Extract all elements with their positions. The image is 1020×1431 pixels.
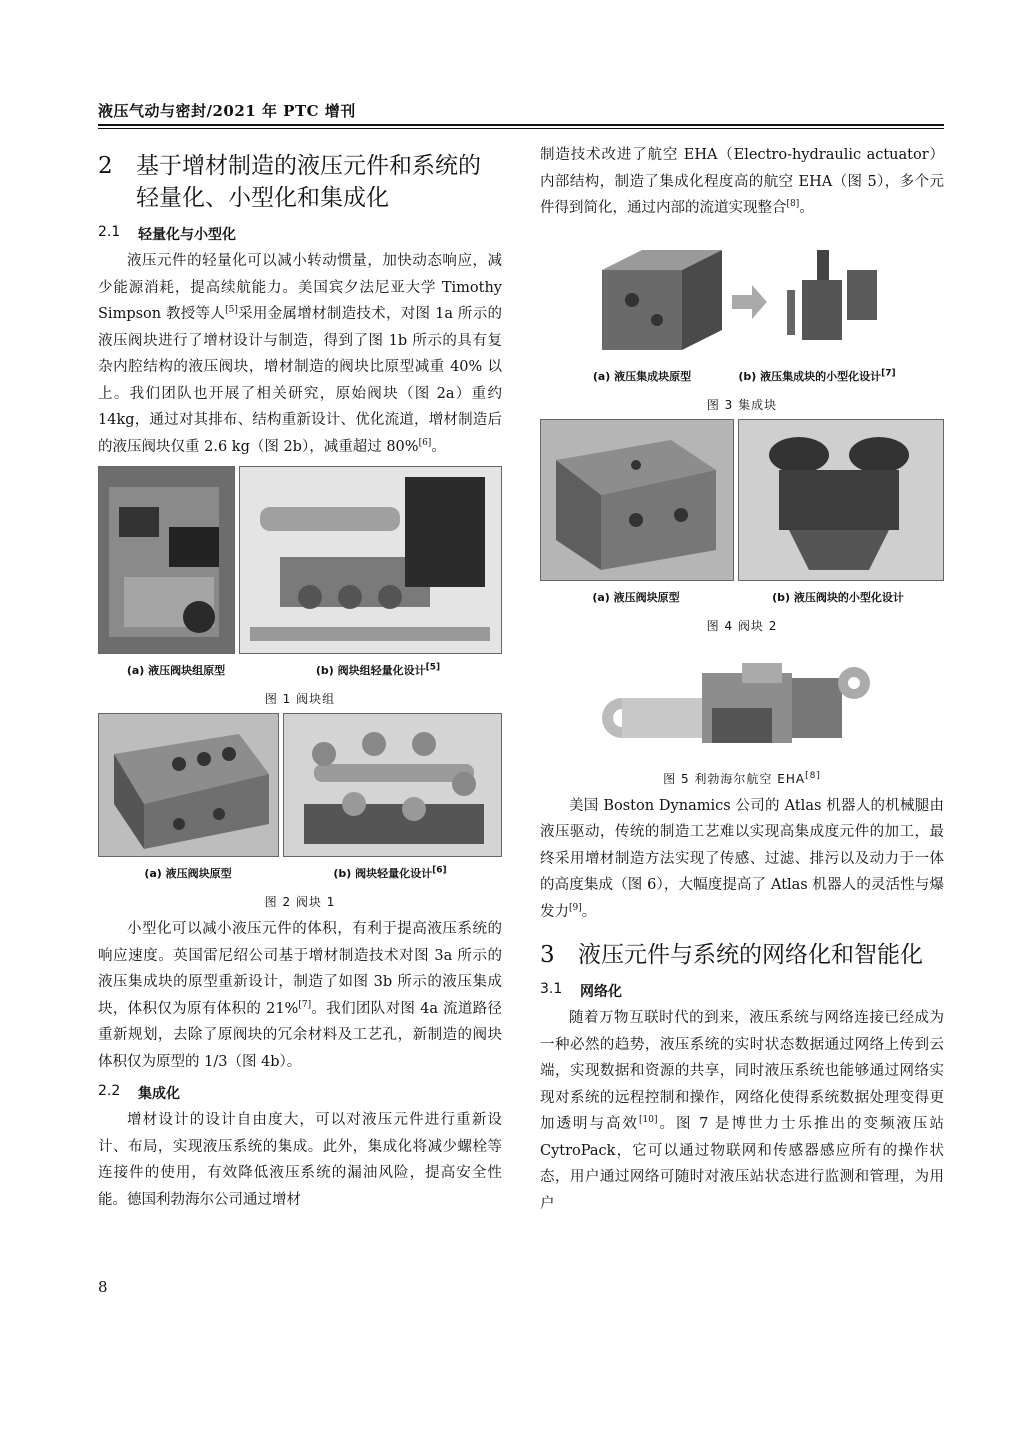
figure-1 (98, 466, 502, 707)
figure-1b-photo (239, 466, 502, 654)
section-number: 3 (540, 942, 555, 968)
citation: [6] (432, 865, 447, 876)
section-title: 网络化 (580, 984, 622, 1000)
section-2-heading (98, 150, 502, 214)
section-number: 2 (98, 153, 113, 179)
figure-4a-photo (540, 419, 734, 581)
section-2-2-heading (98, 1083, 502, 1103)
citation: [10] (639, 1115, 658, 1126)
left-column (98, 140, 502, 1213)
section-title: 液压元件与系统的网络化和智能化 (578, 942, 923, 968)
figure-3-render (592, 240, 892, 360)
caption: 图 5 利勃海尔航空 EHA (663, 771, 806, 786)
text: 。 (581, 903, 597, 920)
figure-3a-caption: (a) 液压集成块原型 (592, 369, 692, 383)
text: 随着万物互联时代的到来，液压系统与网络连接已经成为一种必然的趋势，液压系统的实时状态数据通过网络上传到云端，实现数据和资源的共享，同时液压系统也能够通过网络实现对系统的远程控制和操作，网络化使得系统数据处理变得更加透明与高效 (540, 1010, 944, 1132)
right-column (540, 142, 944, 1217)
figure-5-render (592, 648, 892, 758)
paragraph-lightweight (98, 248, 502, 460)
section-3-heading (540, 939, 944, 971)
figure-4a-caption: (a) 液压阀块原型 (592, 590, 680, 604)
section-number: 3.1 (540, 981, 563, 997)
section-title: 基于增材制造的液压元件和系统的轻量化、小型化和集成化 (136, 153, 481, 211)
figure-3-caption: 图 3 集成块 (706, 397, 778, 412)
header-rule-thin (98, 128, 944, 129)
figure-3b-caption-wrap (717, 368, 917, 384)
citation: [7] (298, 999, 312, 1010)
text: 采用金属增材制造技术，对图 1a 所示的液压阀块进行了增材设计与制造，得到了图 1b 所示的具有复杂内腔结构的液压阀块，增材制造的阀块比原型减重 40% 以上。我们团队也开展了相关研究，原始阀块（图 2a）重约 14kg，通过对其排布、结构重新设计、优化流道，增材制造后的液压阀块仅重 2.6 kg（图 2b），减重超过 80% (98, 306, 502, 455)
figure-2b-caption-wrap (278, 865, 502, 881)
paragraph-integration: 增材设计的设计自由度大，可以对液压元件进行重新设计、布局，实现液压系统的集成。此外，集成化将减少螺栓等连接件的使用，有效降低液压系统的漏油风险，提高安全性能。德国利勃海尔公司通过增材 (98, 1112, 502, 1208)
citation: [9] (569, 902, 582, 913)
text: 。 (431, 438, 446, 455)
text: 制造技术改进了航空 EHA（Electro-hydraulic actuator）内部结构，制造了集成化程度高的航空 EHA（图 5），多个元件得到简化，通过内部的流道实现整合 (540, 147, 944, 216)
citation: [6] (418, 437, 432, 448)
section-3-1-heading (540, 981, 944, 1001)
citation: [5] (225, 305, 238, 316)
figure-2a-photo (98, 713, 279, 857)
figure-1-caption: 图 1 阀块组 (264, 692, 336, 706)
citation: [7] (881, 367, 896, 378)
paragraph-networking (540, 1005, 944, 1217)
subcaption: (b) 阀块组轻量化设计 (315, 664, 426, 677)
text: 液压元件的轻量化可以减小转动惯量，加快动态响应，减少能源消耗，提高续航能力。美国宾夕法尼亚大学 Timothy Simpson 教授等人 (98, 253, 502, 322)
text: 。图 7 是博世力士乐推出的变频液压站 CytroPack，它可以通过物联网和传感器感应所有的操作状态，用户通过网络可随时对液压站状态进行监测和管理，为用户 (540, 1116, 944, 1212)
paragraph-miniaturization (98, 916, 502, 1075)
paragraph-integration-continued (540, 142, 944, 222)
text: 。我们团队对图 4a 流道路径重新规划，去除了原阀块的冗余材料及工艺孔，新制造的阀块体积仅为原型的 1/3（图 4b）。 (98, 1000, 502, 1070)
figure-4-caption: 图 4 阀块 2 (706, 618, 778, 633)
citation: [8] (805, 770, 821, 781)
paragraph-atlas (540, 793, 944, 926)
figure-5 (540, 648, 944, 787)
section-number: 2.1 (98, 224, 121, 240)
subcaption: (b) 液压集成块的小型化设计 (738, 369, 882, 383)
section-2-1-heading (98, 224, 502, 244)
figure-2 (98, 713, 502, 910)
citation: [5] (425, 662, 441, 673)
figure-4b-caption: (b) 液压阀块的小型化设计 (772, 590, 904, 604)
figure-4 (540, 419, 944, 634)
figure-2a-caption: (a) 液压阀块原型 (144, 867, 232, 880)
figure-1a-caption: (a) 液压阀块组原型 (126, 664, 226, 677)
page-number: 8 (98, 1278, 108, 1296)
text: 美国 Boston Dynamics 公司的 Atlas 机器人的机械腿由液压驱动，传统的制造工艺难以实现高集成度元件的加工，最终采用增材制造方法实现了传感、过滤、排污以及动力于一体的高度集成（图 6），大幅度提高了 Atlas 机器人的灵活性与爆发力 (540, 797, 944, 920)
section-number: 2.2 (98, 1083, 121, 1099)
text: 。 (799, 200, 814, 216)
figure-5-caption-wrap (540, 770, 944, 787)
journal-header: 液压气动与密封/2021 年 PTC 增刊 (98, 102, 356, 120)
citation: [8] (786, 199, 800, 210)
figure-2-caption: 图 2 阀块 1 (264, 895, 336, 909)
header-rule (98, 124, 944, 126)
section-title: 轻量化与小型化 (138, 227, 236, 243)
figure-1a-photo (98, 466, 235, 654)
figure-2b-photo (283, 713, 502, 857)
subcaption: (b) 阀块轻量化设计 (333, 867, 433, 880)
text: 小型化可以减小液压元件的体积，有利于提高液压系统的响应速度。英国雷尼绍公司基于增材制造技术对图 3a 所示的液压集成块的原型重新设计，制造了如图 3b 所示的液压集成块，体积仅为原有体积的 21% (98, 921, 502, 1017)
figure-4b-photo (738, 419, 944, 581)
section-title: 集成化 (138, 1086, 180, 1102)
figure-1b-caption-wrap (254, 662, 502, 678)
figure-3 (540, 240, 944, 413)
